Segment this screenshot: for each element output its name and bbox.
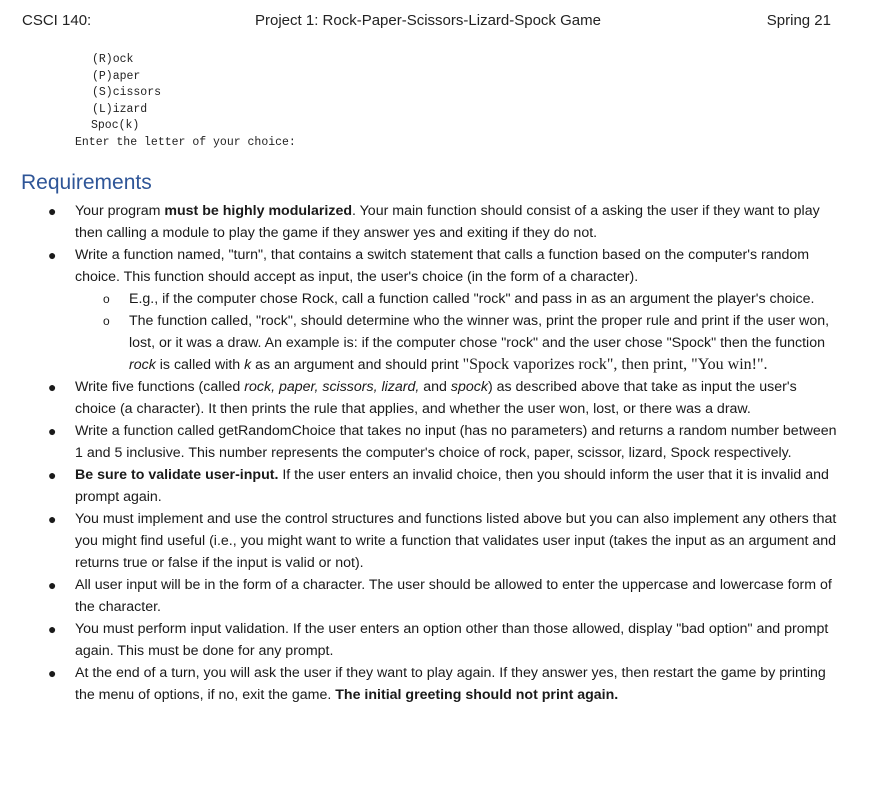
item-text: Your program: [75, 203, 165, 219]
bullet-icon: ●: [48, 203, 57, 219]
requirements-list: [0, 200, 880, 706]
list-item: [0, 200, 880, 244]
document-title: Project 1: Rock-Paper-Scissors-Lizard-Spock Game: [255, 12, 601, 29]
sub-item-text: as an argument and should print: [251, 357, 463, 373]
sub-item-text: E.g., if the computer chose Rock, call a function called "rock" and pass in as an argument the player's choice.: [129, 291, 815, 307]
sub-list: [75, 288, 840, 376]
item-text: and: [419, 379, 451, 395]
list-item: [0, 574, 880, 618]
page-header: [22, 12, 831, 34]
item-text: You must perform input validation. If the user enters an option other than those allowed, display "bad option" and prompt again. This must be done for any prompt.: [75, 621, 829, 659]
italic-function-names: rock, paper, scissors, lizard,: [244, 379, 420, 395]
hollow-bullet-icon: o: [103, 292, 110, 306]
requirements-heading: Requirements: [21, 171, 152, 194]
item-bold-text: The initial greeting should not print again.: [335, 687, 619, 703]
item-text: Write five functions (called: [75, 379, 245, 395]
item-bold-text: Be sure to validate user-input.: [75, 467, 279, 483]
bullet-icon: ●: [48, 665, 57, 681]
term-label: Spring 21: [766, 12, 831, 29]
menu-option-spock: Spoc(k): [91, 119, 140, 133]
bullet-icon: ●: [48, 379, 57, 395]
bullet-icon: ●: [48, 621, 57, 637]
list-item: [0, 420, 880, 464]
italic-argument: k: [244, 357, 252, 373]
bullet-icon: ●: [48, 577, 57, 593]
item-text: If the user enters an invalid choice, then you should inform the user that it is invalid and prompt again.: [75, 467, 829, 505]
bullet-icon: ●: [48, 467, 57, 483]
item-text: . Your main function should consist of a asking the user if they want to play then calling a module to play the game if they answer yes and exiting if they do not.: [75, 203, 820, 241]
sub-list-item: [75, 310, 840, 376]
menu-option-lizard: (L)izard: [92, 102, 148, 116]
course-label: CSCI 140:: [22, 12, 92, 29]
item-text: At the end of a turn, you will ask the user if they want to play again. If they answer yes, then restart the game by printing the menu of options, if no, exit the game.: [75, 665, 826, 703]
menu-prompt: Enter the letter of your choice:: [75, 135, 296, 149]
item-text: ) as described above that take as input the user's choice (a character). It then prints the rule that applies, and whether the user won, lost, or there was a draw.: [75, 379, 797, 417]
list-item: [0, 464, 880, 508]
menu-option-paper: (P)aper: [92, 69, 141, 83]
list-item: [0, 618, 880, 662]
sub-list-item: [75, 288, 840, 310]
list-item: [0, 508, 880, 574]
list-item: [0, 244, 880, 376]
menu-option-scissors: (S)cissors: [92, 86, 162, 100]
item-bold-text: must be highly modularized: [164, 203, 353, 219]
hollow-bullet-icon: o: [103, 314, 110, 328]
menu-option-rock: (R)ock: [92, 53, 134, 66]
bullet-icon: ●: [48, 423, 57, 439]
item-text: Write a function named, "turn", that contains a switch statement that calls a function based on the computer's random choice. This function should accept as input, the user's choice (in the form of a character).: [75, 247, 810, 285]
item-text: You must implement and use the control structures and functions listed above but you can also implement any others that you might find useful (i.e., you might want to write a function that validates user input (takes the input as an argument and returns true or false if the input is valid or not).: [75, 511, 837, 571]
item-text: Write a function called getRandomChoice that takes no input (has no parameters) and returns a random number between 1 and 5 inclusive. This number represents the computer's choice of rock, paper, scissor, lizard, Spock respectively.: [75, 423, 837, 461]
menu-code-block: [75, 52, 296, 152]
bullet-icon: ●: [48, 247, 57, 263]
sub-item-text: The function called, "rock", should determine who the winner was, print the proper rule and print if the user won, lost, or it was a draw. An example is: if the computer chose "rock" and the user chose "Spock" then the function: [129, 313, 830, 351]
list-item: [0, 662, 880, 706]
italic-function-name: rock: [129, 357, 156, 373]
italic-function-name: spock: [450, 379, 488, 395]
item-text: All user input will be in the form of a character. The user should be allowed to enter the uppercase and lowercase form of the character.: [75, 577, 832, 615]
bullet-icon: ●: [48, 511, 57, 527]
list-item: [0, 376, 880, 420]
sub-item-text: is called with: [155, 357, 245, 373]
example-output-text: "Spock vaporizes rock", then print, "You win!".: [462, 356, 768, 373]
